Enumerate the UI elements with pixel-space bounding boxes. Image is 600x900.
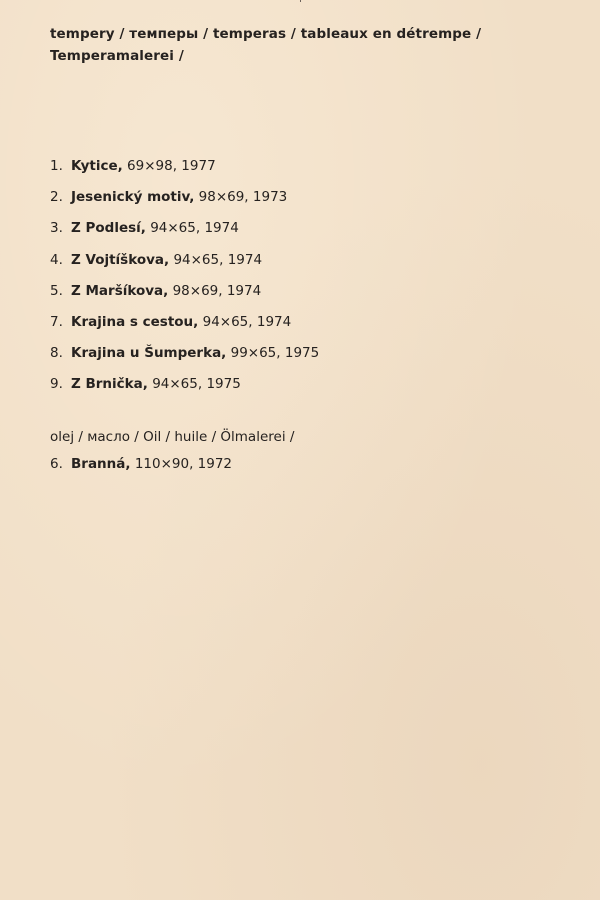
list-item bbox=[50, 280, 319, 311]
work-details: 98×69, 1973 bbox=[194, 189, 288, 206]
work-title: Z Maršíkova, bbox=[71, 282, 169, 299]
item-number: 8. bbox=[50, 345, 63, 362]
item-number: 9. bbox=[50, 376, 63, 393]
work-title: Kytice, bbox=[71, 158, 123, 174]
divider-mark bbox=[300, 0, 301, 2]
list-item bbox=[50, 186, 319, 217]
item-number: 1. bbox=[50, 158, 63, 174]
work-details: 94×65, 1974 bbox=[198, 313, 292, 330]
list-item bbox=[50, 373, 319, 404]
work-title: Jesenický motiv, bbox=[71, 189, 195, 206]
item-number: 5. bbox=[50, 282, 63, 299]
oil-heading: olej / масло / Oil / huile / Ölmalerei / bbox=[50, 429, 295, 445]
item-number: 6. bbox=[50, 456, 63, 472]
work-title: Z Brnička, bbox=[71, 376, 148, 393]
work-details: 69×98, 1977 bbox=[122, 158, 216, 174]
work-details: 98×69, 1974 bbox=[168, 282, 262, 299]
item-number: 4. bbox=[50, 251, 63, 268]
item-number: 3. bbox=[50, 220, 63, 237]
work-details: 110×90, 1972 bbox=[130, 456, 233, 472]
work-details: 94×65, 1974 bbox=[145, 220, 239, 237]
item-number: 2. bbox=[50, 189, 63, 206]
heading-line-2: Temperamalerei / bbox=[50, 48, 184, 64]
list-item bbox=[50, 155, 319, 186]
tempera-works-list bbox=[50, 155, 319, 405]
list-item bbox=[50, 342, 319, 373]
work-details: 94×65, 1974 bbox=[169, 251, 263, 268]
work-details: 99×65, 1975 bbox=[226, 345, 320, 362]
list-item bbox=[50, 217, 319, 248]
tempera-heading bbox=[50, 23, 570, 67]
work-title: Z Podlesí, bbox=[71, 220, 146, 237]
work-details: 94×65, 1975 bbox=[147, 376, 241, 393]
list-item bbox=[50, 453, 294, 475]
work-title: Krajina s cestou, bbox=[71, 313, 199, 330]
oil-section bbox=[50, 426, 294, 475]
work-title: Branná, bbox=[71, 456, 131, 472]
work-title: Z Vojtíškova, bbox=[71, 251, 170, 268]
work-title: Krajina u Šumperka, bbox=[71, 345, 227, 362]
list-item bbox=[50, 249, 319, 280]
list-item bbox=[50, 311, 319, 342]
heading-line-1: tempery / темперы / temperas / tableaux en détrempe / bbox=[50, 26, 482, 42]
item-number: 7. bbox=[50, 313, 63, 330]
